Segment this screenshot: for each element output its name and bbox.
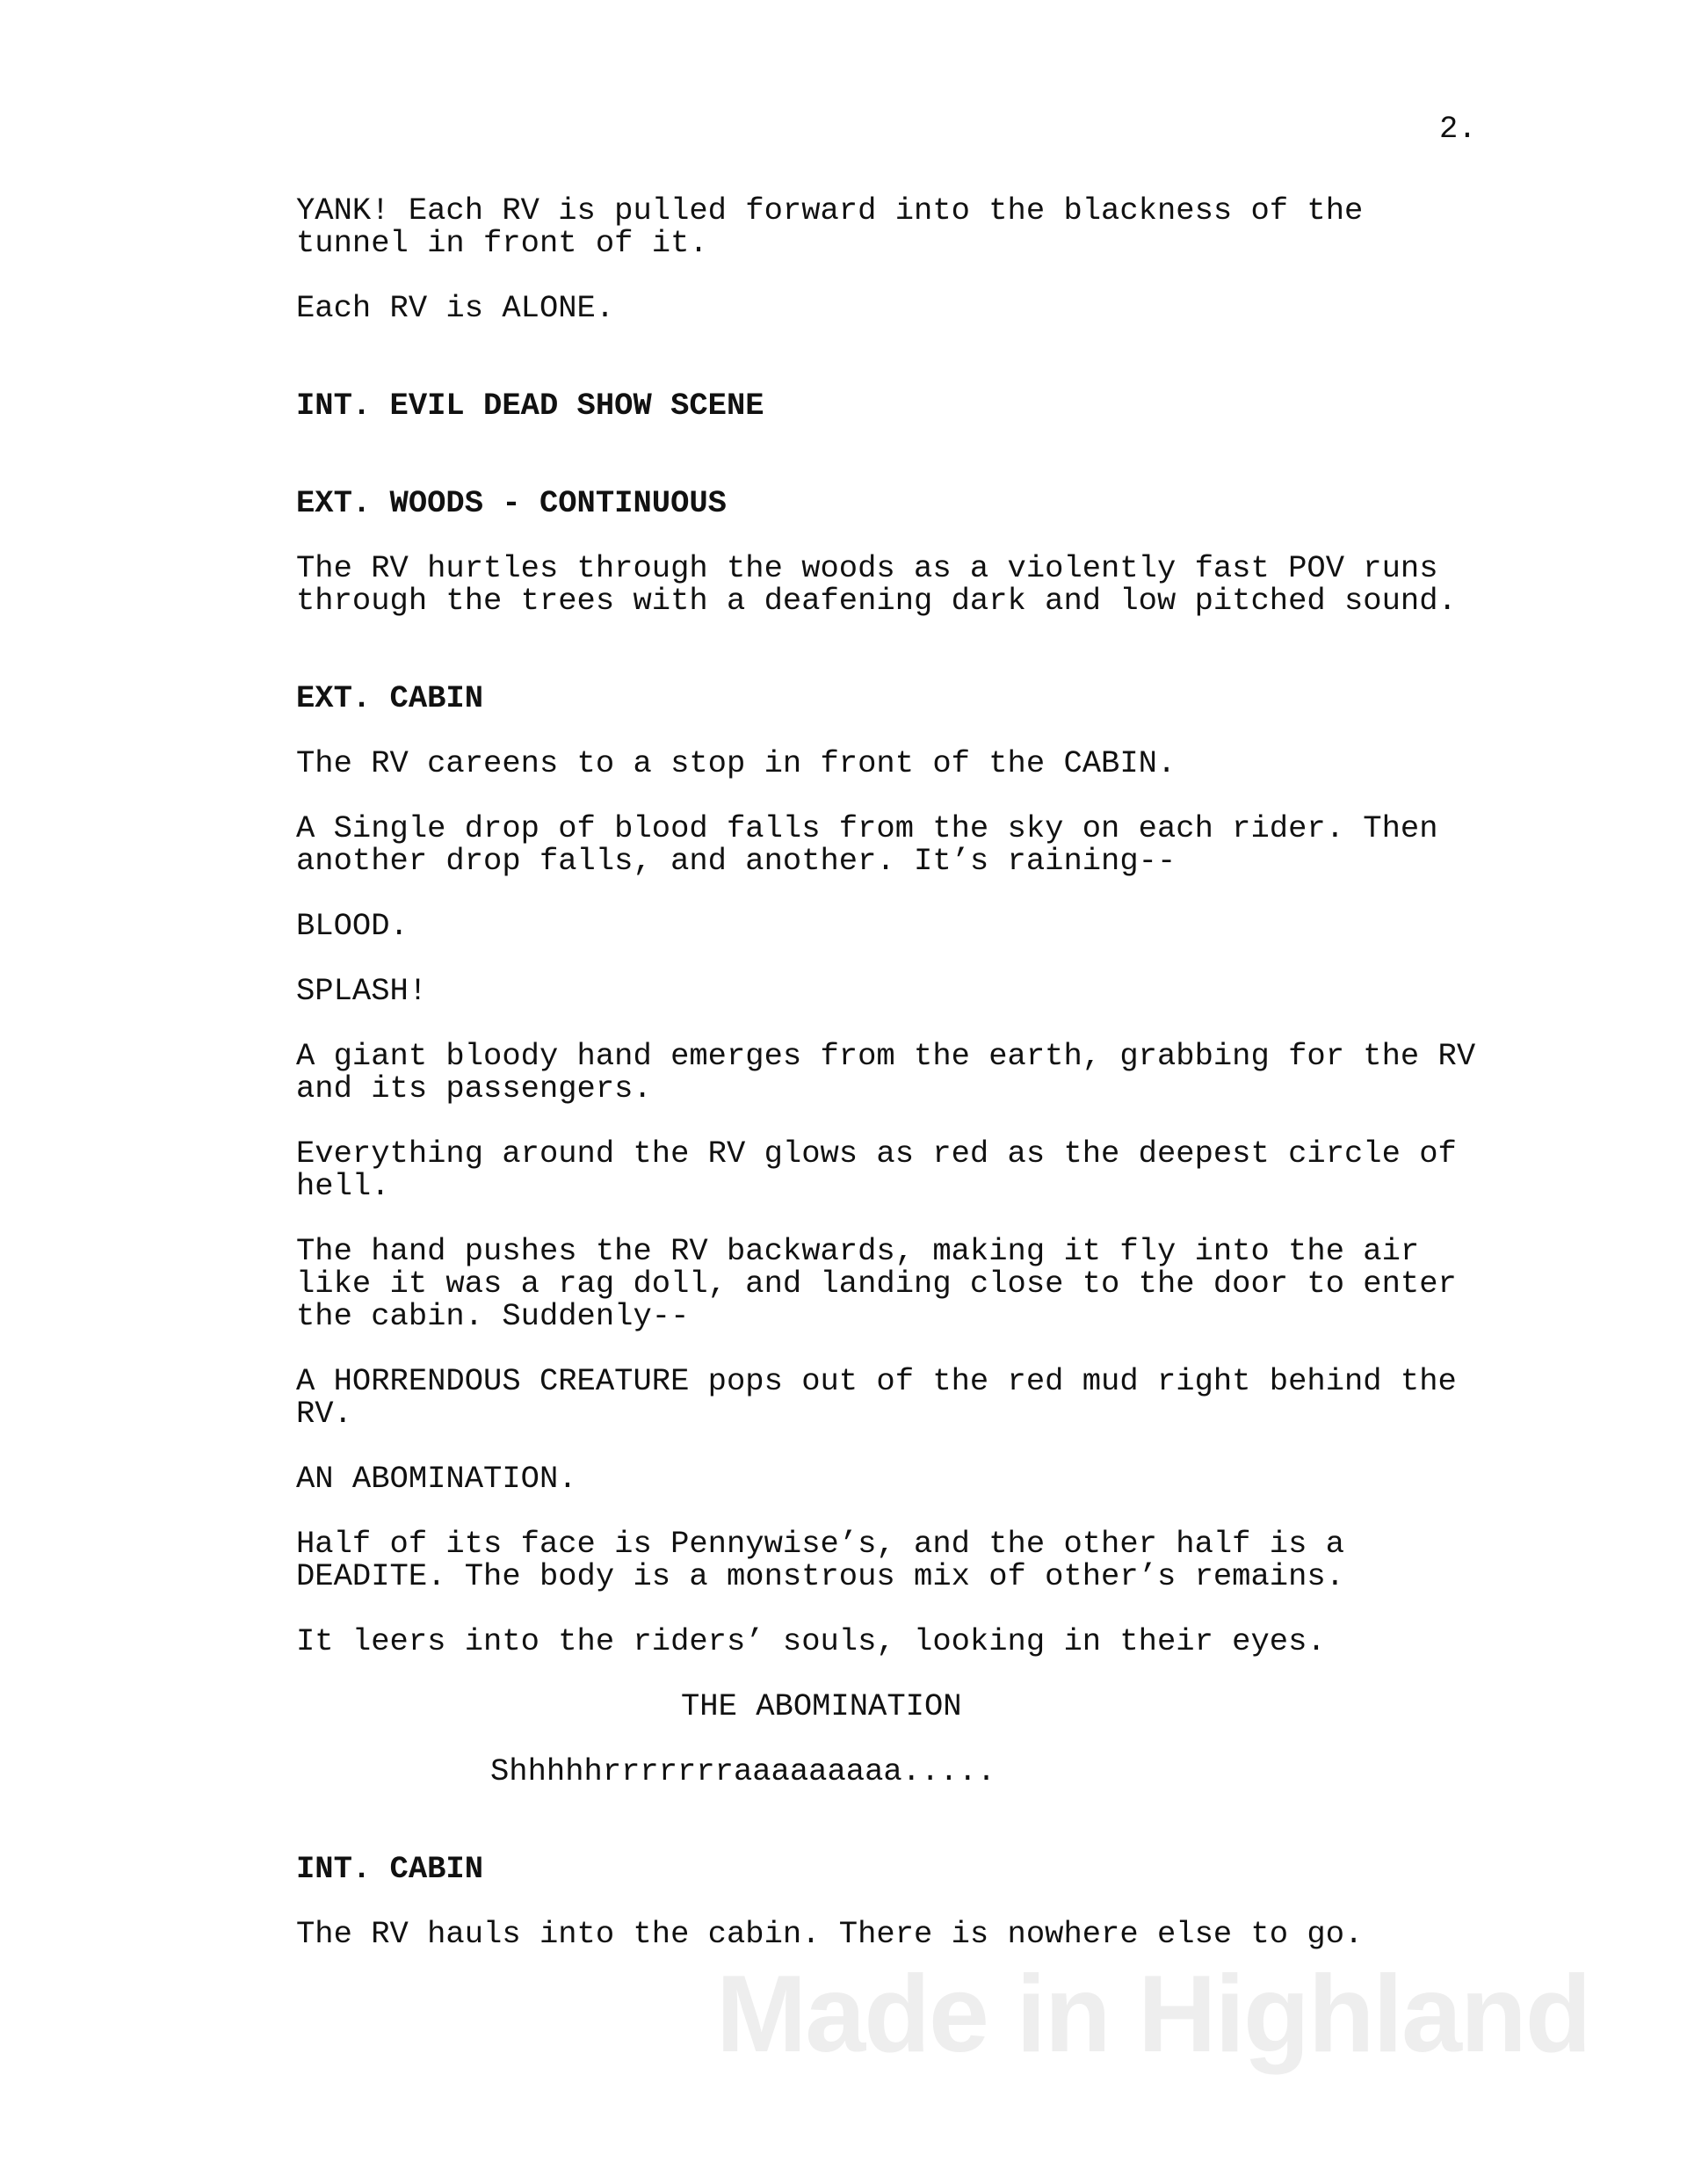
action-line: Each RV is ALONE.: [296, 290, 615, 326]
action-line: It leers into the riders’ souls, looking in their eyes.: [296, 1623, 1326, 1659]
scene-heading: INT. CABIN: [296, 1851, 484, 1887]
dialogue-line: Shhhhhrrrrrrraaaaaaaaa.....: [490, 1753, 996, 1789]
action-line: YANK! Each RV is pulled forward into the blackness of the tunnel in front of it.: [296, 192, 1364, 261]
action-line: The RV hauls into the cabin. There is nowhere else to go.: [296, 1916, 1364, 1952]
character-cue: THE ABOMINATION: [681, 1688, 962, 1724]
action-line: AN ABOMINATION.: [296, 1461, 577, 1497]
scene-heading: EXT. WOODS - CONTINUOUS: [296, 485, 727, 521]
action-line: BLOOD.: [296, 908, 409, 944]
action-line: Half of its face is Pennywise’s, and the other half is a DEADITE. The body is a monstrous mix of other’s remains.: [296, 1526, 1344, 1594]
action-line: Everything around the RV glows as red as the deepest circle of hell.: [296, 1136, 1457, 1204]
scene-heading: INT. EVIL DEAD SHOW SCENE: [296, 388, 764, 424]
page-number: 2.: [1439, 111, 1477, 147]
action-line: A giant bloody hand emerges from the earth, grabbing for the RV and its passengers.: [296, 1038, 1476, 1107]
action-line: The RV hurtles through the woods as a violently fast POV runs through the trees with a deafening dark and low pitched sound.: [296, 550, 1457, 619]
action-line: The RV careens to a stop in front of the CABIN.: [296, 745, 1177, 781]
action-line: A HORRENDOUS CREATURE pops out of the red mud right behind the RV.: [296, 1363, 1457, 1432]
scene-heading: EXT. CABIN: [296, 680, 484, 716]
action-line: SPLASH!: [296, 973, 428, 1009]
action-line: A Single drop of blood falls from the sky on each rider. Then another drop falls, and another. It’s raining--: [296, 810, 1438, 879]
highland-watermark: Made in Highland: [716, 1954, 1590, 2075]
script-content: [296, 194, 1561, 1983]
action-line: The hand pushes the RV backwards, making it fly into the air like it was a rag doll, and landing close to the door to enter the cabin. Suddenly--: [296, 1233, 1457, 1334]
